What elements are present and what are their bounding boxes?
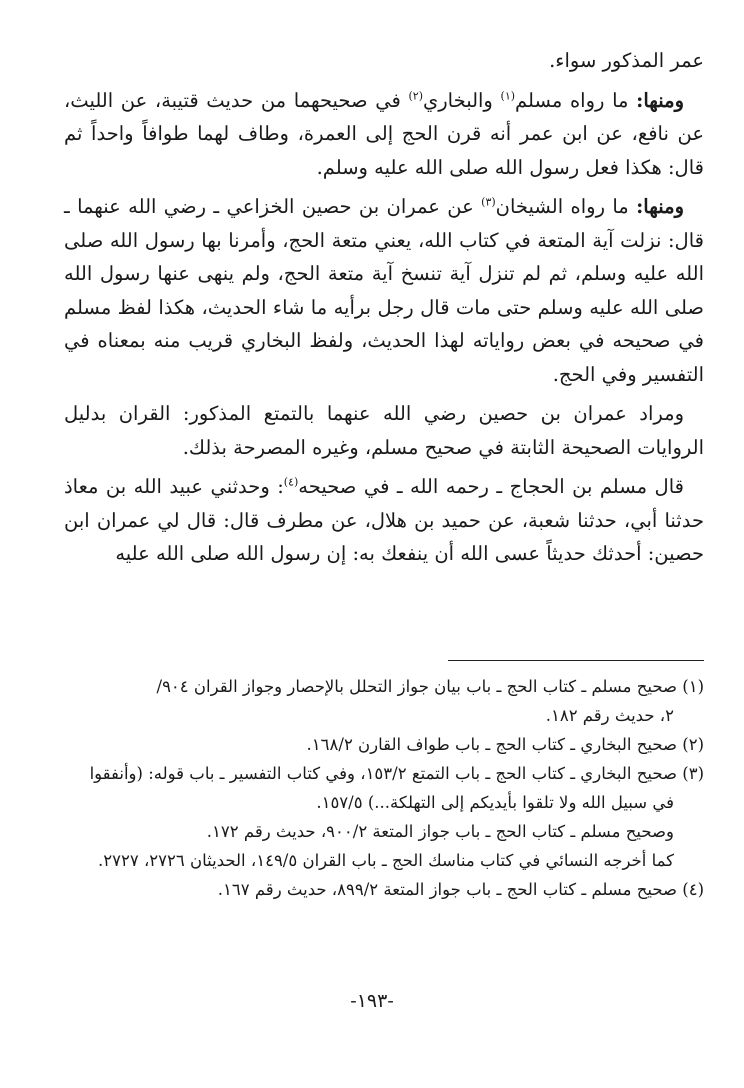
paragraph-lead: ومنها: <box>636 195 684 218</box>
main-text <box>64 44 704 577</box>
paragraph-muslim-bukhari <box>64 84 704 185</box>
footnote-divider <box>448 660 704 661</box>
footnote-3-muslim: وصحيح مسلم ـ كتاب الحج ـ باب جواز المتعة ٩٠٠/٢، حديث رقم ١٧٢. <box>206 822 674 841</box>
paragraph-lead: ومنها: <box>636 88 684 112</box>
footnote-1-continued: ٢، حديث رقم ١٨٢. <box>545 706 674 725</box>
footnote-ref-1[interactable]: (١) <box>500 89 516 102</box>
footnote-1: (١) صحيح مسلم ـ كتاب الحج ـ باب بيان جواز التحلل بالإحصار وجواز القران ٩٠٤/ <box>156 677 704 696</box>
footnote-ref-3[interactable]: (٣) <box>481 195 496 209</box>
paragraph-text: ما رواه الشيخان <box>495 195 637 218</box>
footnote-3-nasai: كما أخرجه النسائي في كتاب مناسك الحج ـ باب القران ١٤٩/٥، الحديثان ٢٧٢٦، ٢٧٢٧. <box>98 851 674 870</box>
paragraph-text: : وحدثني عبيد الله بن معاذ حدثنا أبي، حدثنا شعبة، عن حميد بن هلال، عن مطرف قال: قال لي عمران ابن حصين: أحدثك حديثاً عسى الله أن ينفعك به: إن رسول الله صلى الله عليه <box>64 475 704 565</box>
paragraph-intro: عمر المذكور سواء. <box>549 49 704 72</box>
page-number: -١٩٣- <box>350 990 394 1012</box>
paragraph-text: قال مسلم بن الحجاج ـ رحمه الله ـ في صحيحه <box>298 475 684 498</box>
paragraph-muslim-hadith <box>64 470 704 571</box>
footnote-ref-4[interactable]: (٤) <box>283 475 299 489</box>
footnotes <box>64 672 704 904</box>
paragraph-text: في صحيحهما من حديث قتيبة، عن الليث، عن نافع، عن ابن عمر أنه قرن الحج إلى العمرة، وطاف لهما طوافاً واحداً ثم قال: هكذا فعل رسول الله صلى الله عليه وسلم. <box>64 88 704 179</box>
paragraph-text: عن عمران بن حصين الخزاعي ـ رضي الله عنهما ـ قال: نزلت آية المتعة في كتاب الله، يعني متعة الحج، وأمرنا بها رسول الله صلى الله عليه وسلم، ثم لم تنزل آية تنسخ آية متعة الحج، ولم ينهى عنها رسول الله صلى الله عليه وسلم حتى مات قال رجل برأيه ما شاء الحديث، هكذا لفظ مسلم في صحيحه في بعض رواياته لهذا الحديث، ولفظ البخاري قريب منه بمعناه في التفسير وفي الحج. <box>64 195 704 386</box>
paragraph-shaykhan <box>64 190 704 391</box>
paragraph-imran-meaning: ومراد عمران بن حصين رضي الله عنهما بالتمتع المذكور: القران بدليل الروايات الصحيحة الثابتة في صحيح مسلم، وغيره المصرحة بذلك. <box>64 402 704 459</box>
footnote-3: (٣) صحيح البخاري ـ كتاب الحج ـ باب التمتع ١٥٣/٢، وفي كتاب التفسير ـ باب قوله: (وأنفقوا في سبيل الله ولا تلقوا بأيديكم إلى التهلكة...) ١٥٧/٥. <box>89 764 704 812</box>
footnote-ref-2[interactable]: (٢) <box>408 89 423 102</box>
paragraph-text: والبخاري <box>422 88 501 112</box>
paragraph-text: ما رواه مسلم <box>515 88 637 112</box>
footnote-2: (٢) صحيح البخاري ـ كتاب الحج ـ باب طواف القارن ١٦٨/٢. <box>306 735 704 754</box>
footnote-4: (٤) صحيح مسلم ـ كتاب الحج ـ باب جواز المتعة ٨٩٩/٢، حديث رقم ١٦٧. <box>217 880 704 899</box>
